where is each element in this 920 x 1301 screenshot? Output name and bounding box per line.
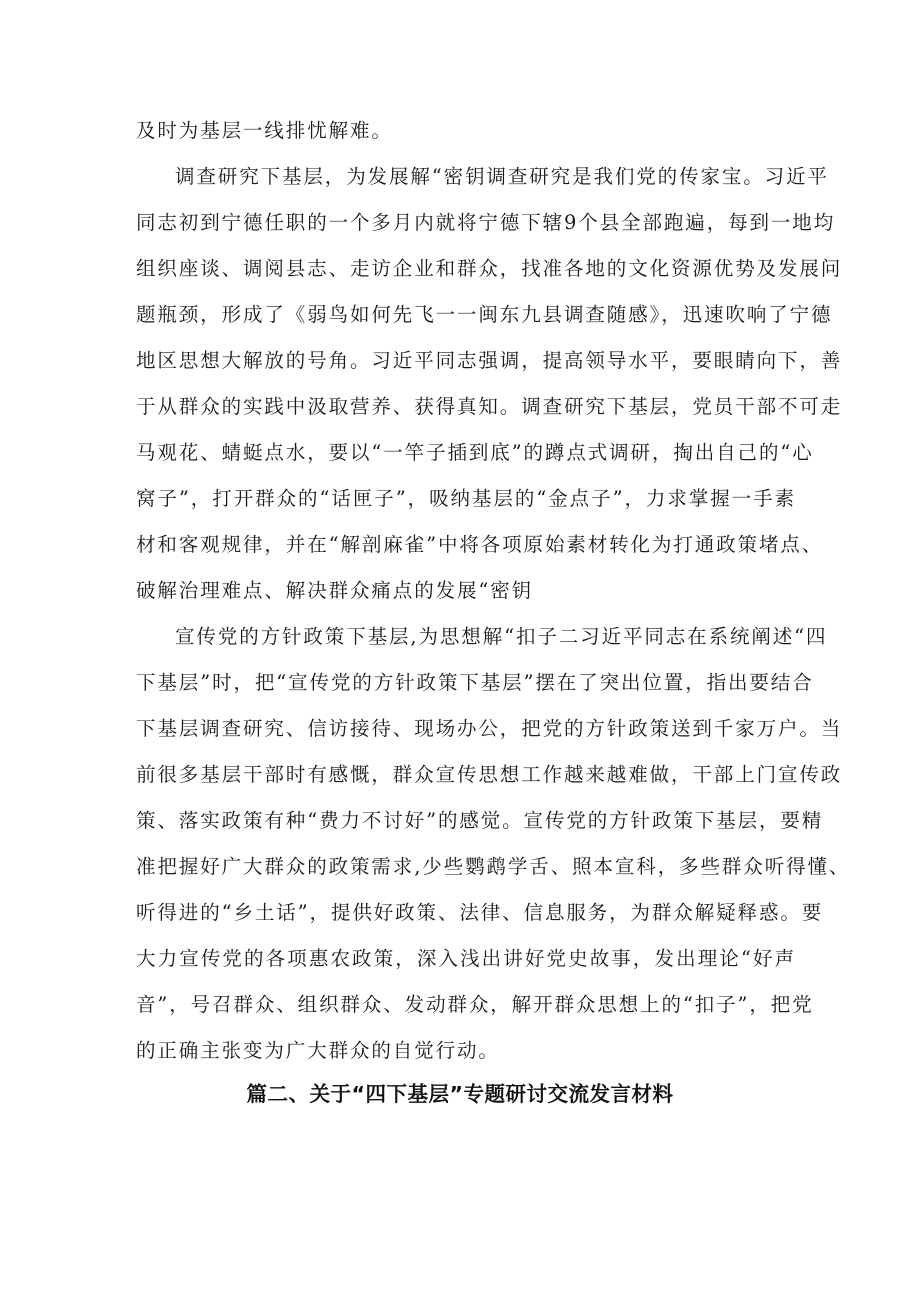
text-line: 组织座谈、调阅县志、走访企业和群众，找准各地的文化资源优势及发展问	[136, 257, 843, 280]
text-line: 马观花、蜻蜓点水，要以“一竿子插到底”的蹲点式调研，掏出自己的“心	[136, 441, 814, 464]
text-line: 下基层调查研究、信访接待、现场办公，把党的方针政策送到千家万户。当	[136, 717, 843, 740]
text-line: 于从群众的实践中汲取营养、获得真知。调查研究下基层，党员干部不可走	[136, 395, 843, 418]
text-line: 调查研究下基层，为发展解“密钥调查研究是我们党的传家宝。习近平	[175, 165, 829, 188]
text-line: 宣传党的方针政策下基层,为思想解“扣子二习近平同志在系统阐述“四	[175, 625, 828, 648]
text-line: 音”，号召群众、组织群众、发动群众，解开群众思想上的“扣子”，把党	[136, 993, 814, 1016]
text-line: 同志初到宁德任职的一个多月内就将宁德下辖9个县全部跑遍，每到一地均	[136, 211, 836, 234]
text-line: 下基层”时，把“宣传党的方针政策下基层”摆在了突出位置，指出要结合	[136, 671, 814, 694]
text-line: 策、落实政策有种“费力不讨好”的感觉。宣传党的方针政策下基层，要精	[136, 809, 824, 832]
text-line: 听得进的“乡土话”，提供好政策、法律、信息服务，为群众解疑释惑。要	[136, 901, 824, 924]
text-line: 及时为基层一线排忧解难。	[136, 119, 393, 142]
text-line: 前很多基层干部时有感慨，群众宣传思想工作越来越难做，干部上门宣传政	[136, 763, 843, 786]
text-line: 准把握好广大群众的政策需求,少些鹦鹉学舌、照本宣科，多些群众听得懂、	[136, 855, 851, 878]
text-line: 地区思想大解放的号角。习近平同志强调，提高领导水平，要眼睛向下，善	[136, 349, 843, 372]
text-line: 材和客观规律，并在“解剖麻雀”中将各项原始素材转化为打通政策堵点、	[136, 533, 824, 556]
text-line: 破解治理难点、解决群众痛点的发展“密钥	[136, 579, 534, 602]
text-line: 窝子”，打开群众的“话匣子”，吸纳基层的“金点子”，力求掌握一手素	[136, 487, 796, 510]
text-line: 题瓶颈，形成了《弱鸟如何先飞一一闽东九县调查随感》，迅速吹响了宁德	[136, 303, 833, 326]
text-line: 的正确主张变为广大群众的自觉行动。	[136, 1039, 500, 1062]
section-heading: 篇二、关于“四下基层”专题研讨交流发言材料	[246, 1082, 674, 1106]
text-line: 大力宣传党的各项惠农政策，深入浅出讲好党史故事，发出理论“好声	[136, 947, 796, 970]
